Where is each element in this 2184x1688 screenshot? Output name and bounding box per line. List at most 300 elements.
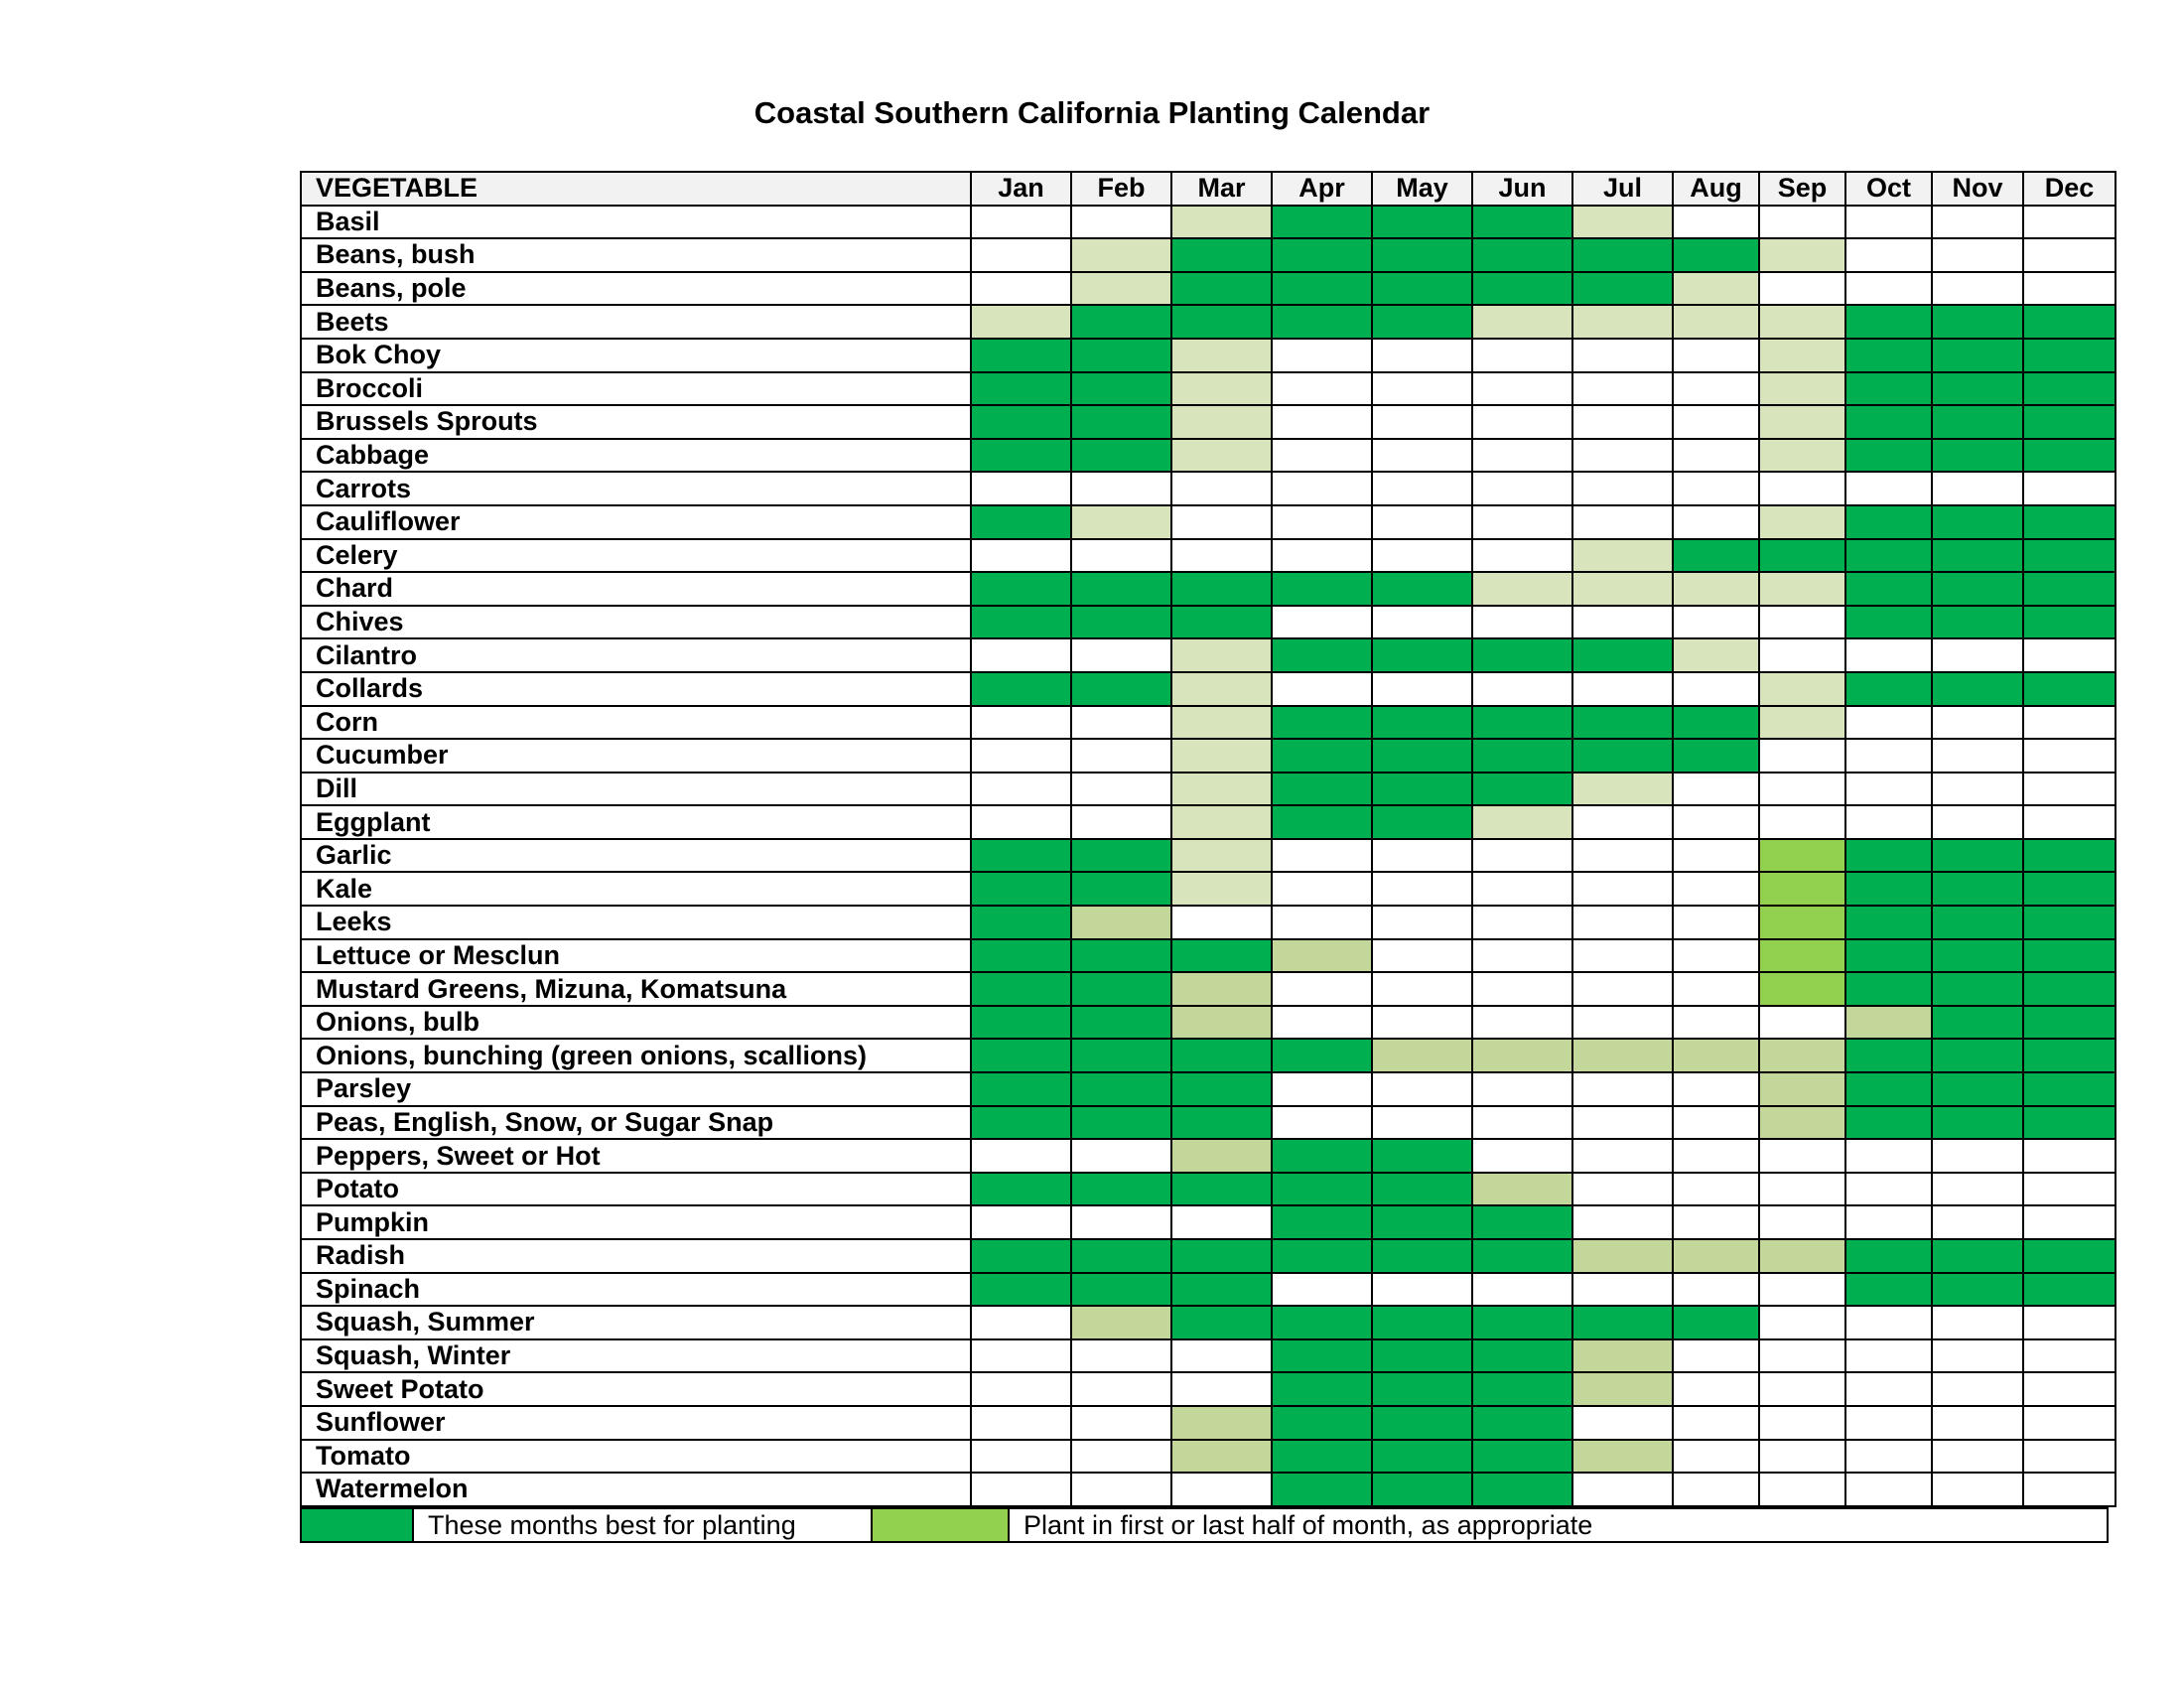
table-row bbox=[301, 572, 2116, 606]
month-cell-nov bbox=[1932, 906, 2023, 939]
vegetable-name: Chives bbox=[301, 606, 971, 639]
table-row bbox=[301, 906, 2116, 939]
month-cell-jul bbox=[1572, 1173, 1673, 1206]
month-cell-sep bbox=[1759, 305, 1845, 339]
month-cell-nov bbox=[1932, 339, 2023, 372]
vegetable-name: Kale bbox=[301, 872, 971, 906]
column-header-jun: Jun bbox=[1472, 172, 1572, 206]
vegetable-name: Potato bbox=[301, 1173, 971, 1206]
month-cell-mar bbox=[1171, 572, 1272, 606]
month-cell-dec bbox=[2023, 472, 2116, 505]
column-header-nov: Nov bbox=[1932, 172, 2023, 206]
month-cell-may bbox=[1372, 405, 1472, 439]
month-cell-feb bbox=[1071, 638, 1171, 672]
table-row bbox=[301, 272, 2116, 306]
month-cell-jul bbox=[1572, 1205, 1673, 1239]
month-cell-jan bbox=[971, 572, 1071, 606]
month-cell-jun bbox=[1472, 1440, 1572, 1474]
month-cell-oct bbox=[1845, 939, 1932, 973]
month-cell-apr bbox=[1272, 1339, 1372, 1373]
vegetable-name: Bok Choy bbox=[301, 339, 971, 372]
month-cell-sep bbox=[1759, 1205, 1845, 1239]
vegetable-name: Basil bbox=[301, 206, 971, 239]
month-cell-aug bbox=[1673, 773, 1759, 806]
table-row bbox=[301, 238, 2116, 272]
month-cell-may bbox=[1372, 1173, 1472, 1206]
month-cell-jul bbox=[1572, 839, 1673, 873]
month-cell-apr bbox=[1272, 1106, 1372, 1140]
month-cell-dec bbox=[2023, 305, 2116, 339]
month-cell-jun bbox=[1472, 706, 1572, 740]
table-row bbox=[301, 1372, 2116, 1406]
month-cell-nov bbox=[1932, 1440, 2023, 1474]
month-cell-jan bbox=[971, 1106, 1071, 1140]
table-row bbox=[301, 839, 2116, 873]
table-row bbox=[301, 339, 2116, 372]
month-cell-jul bbox=[1572, 1306, 1673, 1339]
month-cell-aug bbox=[1673, 939, 1759, 973]
planting-calendar-table bbox=[300, 171, 2116, 1507]
month-cell-mar bbox=[1171, 939, 1272, 973]
month-cell-jul bbox=[1572, 1039, 1673, 1072]
legend-swatch-best bbox=[301, 1508, 413, 1542]
month-cell-dec bbox=[2023, 539, 2116, 573]
month-cell-mar bbox=[1171, 405, 1272, 439]
month-cell-jan bbox=[971, 1273, 1071, 1307]
month-cell-jan bbox=[971, 638, 1071, 672]
month-cell-jun bbox=[1472, 906, 1572, 939]
table-row bbox=[301, 706, 2116, 740]
month-cell-jun bbox=[1472, 872, 1572, 906]
month-cell-may bbox=[1372, 1473, 1472, 1506]
month-cell-jan bbox=[971, 1339, 1071, 1373]
month-cell-apr bbox=[1272, 1039, 1372, 1072]
table-row bbox=[301, 1106, 2116, 1140]
month-cell-jan bbox=[971, 206, 1071, 239]
month-cell-mar bbox=[1171, 539, 1272, 573]
month-cell-may bbox=[1372, 706, 1472, 740]
month-cell-jan bbox=[971, 405, 1071, 439]
month-cell-jul bbox=[1572, 606, 1673, 639]
month-cell-mar bbox=[1171, 1006, 1272, 1040]
month-cell-jun bbox=[1472, 439, 1572, 473]
month-cell-mar bbox=[1171, 1039, 1272, 1072]
month-cell-sep bbox=[1759, 972, 1845, 1006]
month-cell-nov bbox=[1932, 472, 2023, 505]
table-row bbox=[301, 672, 2116, 706]
month-cell-jun bbox=[1472, 1306, 1572, 1339]
month-cell-may bbox=[1372, 739, 1472, 773]
month-cell-may bbox=[1372, 1072, 1472, 1106]
month-cell-nov bbox=[1932, 706, 2023, 740]
month-cell-aug bbox=[1673, 1173, 1759, 1206]
month-cell-aug bbox=[1673, 638, 1759, 672]
month-cell-may bbox=[1372, 606, 1472, 639]
month-cell-jun bbox=[1472, 839, 1572, 873]
month-cell-mar bbox=[1171, 872, 1272, 906]
month-cell-oct bbox=[1845, 638, 1932, 672]
month-cell-aug bbox=[1673, 872, 1759, 906]
table-row bbox=[301, 872, 2116, 906]
month-cell-sep bbox=[1759, 706, 1845, 740]
month-cell-aug bbox=[1673, 339, 1759, 372]
month-cell-apr bbox=[1272, 906, 1372, 939]
month-cell-aug bbox=[1673, 606, 1759, 639]
month-cell-dec bbox=[2023, 238, 2116, 272]
month-cell-nov bbox=[1932, 1139, 2023, 1173]
month-cell-jun bbox=[1472, 372, 1572, 406]
month-cell-jan bbox=[971, 1406, 1071, 1440]
month-cell-may bbox=[1372, 1205, 1472, 1239]
vegetable-name: Celery bbox=[301, 539, 971, 573]
month-cell-jun bbox=[1472, 1273, 1572, 1307]
month-cell-jul bbox=[1572, 1339, 1673, 1373]
month-cell-nov bbox=[1932, 1205, 2023, 1239]
table-row bbox=[301, 1440, 2116, 1474]
month-cell-oct bbox=[1845, 1139, 1932, 1173]
vegetable-name: Dill bbox=[301, 773, 971, 806]
month-cell-nov bbox=[1932, 572, 2023, 606]
month-cell-aug bbox=[1673, 472, 1759, 505]
month-cell-aug bbox=[1673, 372, 1759, 406]
month-cell-jan bbox=[971, 1239, 1071, 1273]
month-cell-jan bbox=[971, 939, 1071, 973]
month-cell-dec bbox=[2023, 1239, 2116, 1273]
month-cell-may bbox=[1372, 773, 1472, 806]
month-cell-oct bbox=[1845, 1039, 1932, 1072]
month-cell-sep bbox=[1759, 939, 1845, 973]
month-cell-may bbox=[1372, 305, 1472, 339]
legend bbox=[300, 1507, 2109, 1543]
month-cell-nov bbox=[1932, 505, 2023, 539]
month-cell-jul bbox=[1572, 339, 1673, 372]
month-cell-mar bbox=[1171, 638, 1272, 672]
month-cell-may bbox=[1372, 839, 1472, 873]
month-cell-jun bbox=[1472, 1239, 1572, 1273]
month-cell-nov bbox=[1932, 1006, 2023, 1040]
month-cell-jan bbox=[971, 439, 1071, 473]
month-cell-sep bbox=[1759, 539, 1845, 573]
month-cell-may bbox=[1372, 872, 1472, 906]
month-cell-aug bbox=[1673, 505, 1759, 539]
table-row bbox=[301, 773, 2116, 806]
month-cell-nov bbox=[1932, 839, 2023, 873]
month-cell-aug bbox=[1673, 1440, 1759, 1474]
month-cell-oct bbox=[1845, 339, 1932, 372]
month-cell-feb bbox=[1071, 1406, 1171, 1440]
month-cell-jun bbox=[1472, 606, 1572, 639]
month-cell-jul bbox=[1572, 472, 1673, 505]
month-cell-jan bbox=[971, 539, 1071, 573]
month-cell-sep bbox=[1759, 839, 1845, 873]
month-cell-aug bbox=[1673, 1406, 1759, 1440]
month-cell-mar bbox=[1171, 1473, 1272, 1506]
month-cell-dec bbox=[2023, 1205, 2116, 1239]
month-cell-sep bbox=[1759, 805, 1845, 839]
month-cell-jul bbox=[1572, 1106, 1673, 1140]
month-cell-apr bbox=[1272, 206, 1372, 239]
month-cell-jun bbox=[1472, 472, 1572, 505]
month-cell-oct bbox=[1845, 773, 1932, 806]
month-cell-jul bbox=[1572, 238, 1673, 272]
month-cell-aug bbox=[1673, 1006, 1759, 1040]
month-cell-dec bbox=[2023, 1139, 2116, 1173]
month-cell-oct bbox=[1845, 972, 1932, 1006]
vegetable-name: Collards bbox=[301, 672, 971, 706]
vegetable-name: Onions, bunching (green onions, scallions) bbox=[301, 1039, 971, 1072]
month-cell-sep bbox=[1759, 1306, 1845, 1339]
month-cell-oct bbox=[1845, 1339, 1932, 1373]
month-cell-may bbox=[1372, 1006, 1472, 1040]
month-cell-apr bbox=[1272, 939, 1372, 973]
month-cell-oct bbox=[1845, 405, 1932, 439]
month-cell-aug bbox=[1673, 206, 1759, 239]
month-cell-jul bbox=[1572, 1406, 1673, 1440]
month-cell-jan bbox=[971, 472, 1071, 505]
vegetable-name: Mustard Greens, Mizuna, Komatsuna bbox=[301, 972, 971, 1006]
month-cell-may bbox=[1372, 906, 1472, 939]
month-cell-dec bbox=[2023, 1473, 2116, 1506]
month-cell-aug bbox=[1673, 272, 1759, 306]
month-cell-apr bbox=[1272, 339, 1372, 372]
month-cell-aug bbox=[1673, 1039, 1759, 1072]
month-cell-jun bbox=[1472, 1339, 1572, 1373]
month-cell-jan bbox=[971, 505, 1071, 539]
month-cell-feb bbox=[1071, 472, 1171, 505]
month-cell-apr bbox=[1272, 839, 1372, 873]
month-cell-oct bbox=[1845, 439, 1932, 473]
month-cell-dec bbox=[2023, 839, 2116, 873]
vegetable-name: Tomato bbox=[301, 1440, 971, 1474]
month-cell-may bbox=[1372, 638, 1472, 672]
vegetable-name: Watermelon bbox=[301, 1473, 971, 1506]
month-cell-oct bbox=[1845, 372, 1932, 406]
month-cell-sep bbox=[1759, 1006, 1845, 1040]
month-cell-jun bbox=[1472, 1106, 1572, 1140]
month-cell-jul bbox=[1572, 206, 1673, 239]
month-cell-oct bbox=[1845, 1239, 1932, 1273]
month-cell-mar bbox=[1171, 472, 1272, 505]
month-cell-aug bbox=[1673, 1239, 1759, 1273]
month-cell-sep bbox=[1759, 472, 1845, 505]
month-cell-dec bbox=[2023, 638, 2116, 672]
month-cell-oct bbox=[1845, 572, 1932, 606]
month-cell-jun bbox=[1472, 339, 1572, 372]
month-cell-jun bbox=[1472, 238, 1572, 272]
month-cell-jun bbox=[1472, 1006, 1572, 1040]
month-cell-mar bbox=[1171, 1239, 1272, 1273]
month-cell-may bbox=[1372, 472, 1472, 505]
month-cell-oct bbox=[1845, 739, 1932, 773]
month-cell-dec bbox=[2023, 372, 2116, 406]
table-row bbox=[301, 1239, 2116, 1273]
month-cell-nov bbox=[1932, 206, 2023, 239]
table-row bbox=[301, 472, 2116, 505]
month-cell-may bbox=[1372, 1139, 1472, 1173]
month-cell-oct bbox=[1845, 1273, 1932, 1307]
column-header-apr: Apr bbox=[1272, 172, 1372, 206]
month-cell-apr bbox=[1272, 1239, 1372, 1273]
vegetable-name: Squash, Winter bbox=[301, 1339, 971, 1373]
month-cell-aug bbox=[1673, 839, 1759, 873]
column-header-may: May bbox=[1372, 172, 1472, 206]
month-cell-mar bbox=[1171, 1339, 1272, 1373]
month-cell-jul bbox=[1572, 539, 1673, 573]
month-cell-nov bbox=[1932, 1473, 2023, 1506]
month-cell-jul bbox=[1572, 1372, 1673, 1406]
month-cell-aug bbox=[1673, 1473, 1759, 1506]
column-header-sep: Sep bbox=[1759, 172, 1845, 206]
month-cell-dec bbox=[2023, 1072, 2116, 1106]
month-cell-jan bbox=[971, 1173, 1071, 1206]
month-cell-aug bbox=[1673, 906, 1759, 939]
month-cell-mar bbox=[1171, 1072, 1272, 1106]
month-cell-apr bbox=[1272, 372, 1372, 406]
month-cell-feb bbox=[1071, 606, 1171, 639]
month-cell-may bbox=[1372, 1306, 1472, 1339]
month-cell-oct bbox=[1845, 872, 1932, 906]
vegetable-name: Pumpkin bbox=[301, 1205, 971, 1239]
month-cell-may bbox=[1372, 1372, 1472, 1406]
month-cell-may bbox=[1372, 1239, 1472, 1273]
month-cell-may bbox=[1372, 672, 1472, 706]
month-cell-oct bbox=[1845, 1006, 1932, 1040]
month-cell-jan bbox=[971, 1440, 1071, 1474]
month-cell-jan bbox=[971, 305, 1071, 339]
table-row bbox=[301, 1039, 2116, 1072]
month-cell-apr bbox=[1272, 638, 1372, 672]
month-cell-aug bbox=[1673, 972, 1759, 1006]
month-cell-jan bbox=[971, 1139, 1071, 1173]
vegetable-name: Carrots bbox=[301, 472, 971, 505]
month-cell-jan bbox=[971, 739, 1071, 773]
month-cell-oct bbox=[1845, 672, 1932, 706]
month-cell-mar bbox=[1171, 606, 1272, 639]
month-cell-sep bbox=[1759, 1106, 1845, 1140]
month-cell-mar bbox=[1171, 206, 1272, 239]
month-cell-jun bbox=[1472, 1406, 1572, 1440]
month-cell-nov bbox=[1932, 372, 2023, 406]
month-cell-nov bbox=[1932, 872, 2023, 906]
vegetable-name: Beans, bush bbox=[301, 238, 971, 272]
month-cell-may bbox=[1372, 372, 1472, 406]
table-row bbox=[301, 439, 2116, 473]
month-cell-apr bbox=[1272, 505, 1372, 539]
column-header-vegetable: VEGETABLE bbox=[301, 172, 971, 206]
month-cell-dec bbox=[2023, 505, 2116, 539]
month-cell-nov bbox=[1932, 272, 2023, 306]
month-cell-sep bbox=[1759, 1239, 1845, 1273]
month-cell-jun bbox=[1472, 638, 1572, 672]
month-cell-jul bbox=[1572, 939, 1673, 973]
month-cell-oct bbox=[1845, 1372, 1932, 1406]
month-cell-apr bbox=[1272, 405, 1372, 439]
month-cell-nov bbox=[1932, 972, 2023, 1006]
month-cell-jul bbox=[1572, 1072, 1673, 1106]
month-cell-nov bbox=[1932, 606, 2023, 639]
month-cell-dec bbox=[2023, 1440, 2116, 1474]
table-row bbox=[301, 505, 2116, 539]
month-cell-dec bbox=[2023, 672, 2116, 706]
table-row bbox=[301, 206, 2116, 239]
month-cell-sep bbox=[1759, 739, 1845, 773]
month-cell-sep bbox=[1759, 1339, 1845, 1373]
month-cell-oct bbox=[1845, 305, 1932, 339]
month-cell-feb bbox=[1071, 272, 1171, 306]
month-cell-feb bbox=[1071, 1072, 1171, 1106]
month-cell-nov bbox=[1932, 1173, 2023, 1206]
month-cell-oct bbox=[1845, 1205, 1932, 1239]
month-cell-nov bbox=[1932, 1039, 2023, 1072]
column-header-oct: Oct bbox=[1845, 172, 1932, 206]
month-cell-apr bbox=[1272, 773, 1372, 806]
month-cell-feb bbox=[1071, 439, 1171, 473]
table-row bbox=[301, 805, 2116, 839]
table-row bbox=[301, 405, 2116, 439]
month-cell-mar bbox=[1171, 672, 1272, 706]
month-cell-sep bbox=[1759, 1173, 1845, 1206]
month-cell-dec bbox=[2023, 939, 2116, 973]
month-cell-feb bbox=[1071, 339, 1171, 372]
month-cell-feb bbox=[1071, 1039, 1171, 1072]
month-cell-may bbox=[1372, 1273, 1472, 1307]
month-cell-dec bbox=[2023, 272, 2116, 306]
month-cell-jun bbox=[1472, 1039, 1572, 1072]
month-cell-jul bbox=[1572, 1273, 1673, 1307]
month-cell-oct bbox=[1845, 606, 1932, 639]
month-cell-sep bbox=[1759, 1039, 1845, 1072]
month-cell-sep bbox=[1759, 606, 1845, 639]
month-cell-jul bbox=[1572, 872, 1673, 906]
month-cell-oct bbox=[1845, 706, 1932, 740]
month-cell-dec bbox=[2023, 1006, 2116, 1040]
month-cell-jan bbox=[971, 872, 1071, 906]
month-cell-sep bbox=[1759, 339, 1845, 372]
month-cell-sep bbox=[1759, 1406, 1845, 1440]
month-cell-nov bbox=[1932, 1072, 2023, 1106]
month-cell-sep bbox=[1759, 1473, 1845, 1506]
month-cell-nov bbox=[1932, 405, 2023, 439]
month-cell-feb bbox=[1071, 1372, 1171, 1406]
month-cell-jun bbox=[1472, 539, 1572, 573]
month-cell-dec bbox=[2023, 339, 2116, 372]
month-cell-jun bbox=[1472, 1139, 1572, 1173]
month-cell-dec bbox=[2023, 906, 2116, 939]
month-cell-jul bbox=[1572, 1239, 1673, 1273]
month-cell-mar bbox=[1171, 773, 1272, 806]
month-cell-jul bbox=[1572, 505, 1673, 539]
month-cell-mar bbox=[1171, 1139, 1272, 1173]
month-cell-may bbox=[1372, 572, 1472, 606]
vegetable-name: Sunflower bbox=[301, 1406, 971, 1440]
month-cell-apr bbox=[1272, 1072, 1372, 1106]
month-cell-mar bbox=[1171, 1372, 1272, 1406]
month-cell-jun bbox=[1472, 305, 1572, 339]
column-header-jul: Jul bbox=[1572, 172, 1673, 206]
month-cell-mar bbox=[1171, 305, 1272, 339]
vegetable-name: Cabbage bbox=[301, 439, 971, 473]
month-cell-jan bbox=[971, 1306, 1071, 1339]
legend-label-half: Plant in first or last half of month, as appropriate bbox=[1009, 1508, 2108, 1542]
month-cell-aug bbox=[1673, 305, 1759, 339]
month-cell-nov bbox=[1932, 1339, 2023, 1373]
month-cell-jun bbox=[1472, 773, 1572, 806]
month-cell-mar bbox=[1171, 1406, 1272, 1440]
table-row bbox=[301, 638, 2116, 672]
vegetable-name: Cucumber bbox=[301, 739, 971, 773]
month-cell-jun bbox=[1472, 805, 1572, 839]
month-cell-jan bbox=[971, 672, 1071, 706]
